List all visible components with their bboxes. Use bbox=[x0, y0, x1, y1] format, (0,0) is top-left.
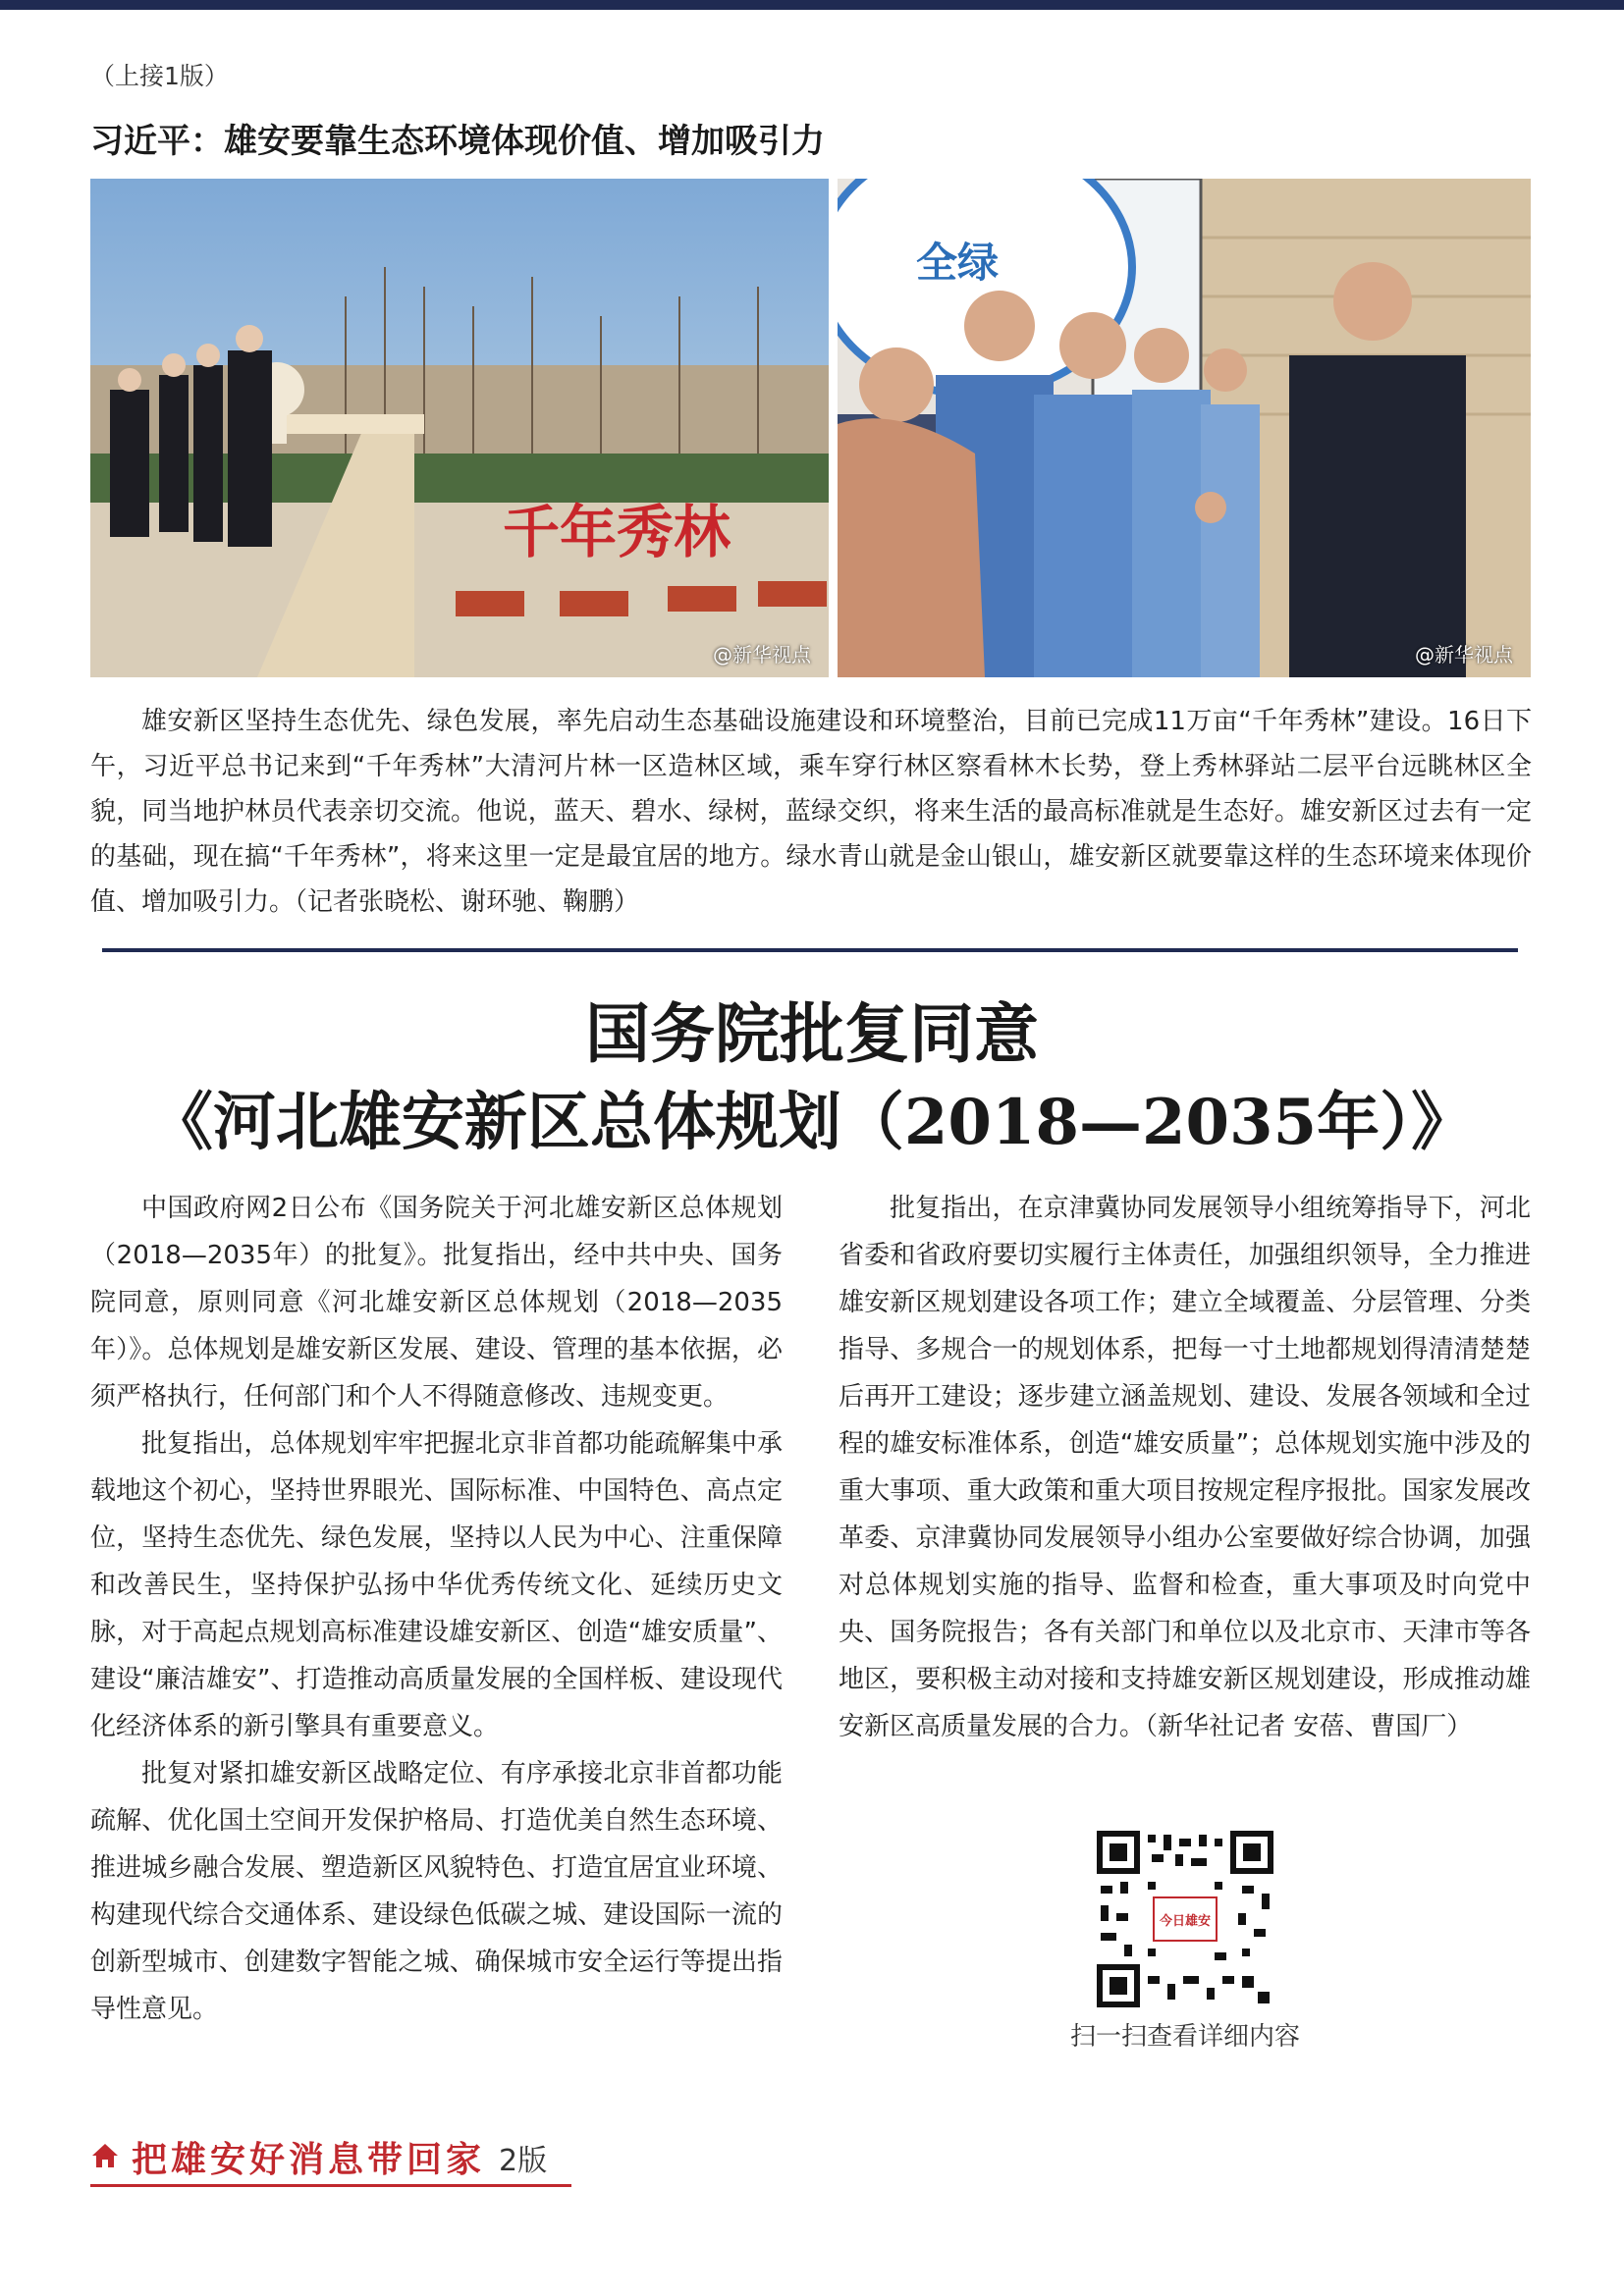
qr-code[interactable] bbox=[1097, 1831, 1273, 2007]
headline: 习近平：雄安要靠生态环境体现价值、增加吸引力 bbox=[90, 122, 825, 161]
body-paragraph: 中国政府网2日公布《国务院关于河北雄安新区总体规划（2018—2035年）的批复》。批复指出，经中共中央、国务院同意，原则同意《河北雄安新区总体规划（2018—2035年）》。总体规划是雄安新区发展、建设、管理的基本依据，必须严格执行，任何部门和个人不得随意修改、违规变更。 bbox=[90, 1194, 783, 1412]
qr-caption: 扫一扫查看详细内容 bbox=[1069, 2022, 1300, 2052]
body-paragraph: 批复指出，总体规划牢牢把握北京非首都功能疏解集中承载地这个初心，坚持世界眼光、国际标准、中国特色、高点定位，坚持生态优先、绿色发展，坚持以人民为中心、注重保障和改善民生，坚持保护弘扬中华优秀传统文化、延续历史文脉，对于高起点规划高标准建设雄安新区、创造“雄安质量”、建设“廉洁雄安”、打造推动高质量发展的全国样板、建设现代化经济体系的新引擎具有重要意义。 bbox=[90, 1429, 783, 1741]
continued-label: （上接1版） bbox=[90, 62, 229, 90]
article-title-line1: 国务院批复同意 bbox=[585, 995, 1039, 1072]
body-paragraph: 批复指出，在京津冀协同发展领导小组统筹指导下，河北省委和省政府要切实履行主体责任，加强组织领导，全力推进雄安新区规划建设各项工作；建立全域覆盖、分层管理、分类指导、多规合一的规划体系，把每一寸土地都规划得清清楚楚后再开工建设；逐步建立涵盖规划、建设、发展各领域和全过程的雄安标准体系，创造“雄安质量”；总体规划实施中涉及的重大事项、重大政策和重大项目按规定程序报批。国家发展改革委、京津冀协同发展领导小组办公室要做好综合协调，加强对总体规划实施的指导、监督和检查，重大事项及时向党中央、国务院报告；各有关部门和单位以及北京市、天津市等各地区，要积极主动对接和支持雄安新区规划建设，形成推动雄安新区高质量发展的合力。（新华社记者 安蓓、曹国厂） bbox=[839, 1194, 1531, 1741]
article-title-line2: 《河北雄安新区总体规划（2018—2035年）》 bbox=[149, 1086, 1475, 1159]
photo-forest-visit bbox=[90, 179, 829, 677]
footer-slogan: 把雄安好消息带回家 bbox=[132, 2139, 486, 2180]
top-navy-bar bbox=[0, 0, 1624, 10]
banner-text: 全绿 bbox=[916, 239, 1000, 287]
qr-center-label: 今日雄安 bbox=[1159, 1914, 1212, 1929]
forest-sign: 千年秀林 bbox=[503, 499, 731, 565]
article-column-left bbox=[90, 1185, 783, 2033]
lead-paragraph: 雄安新区坚持生态优先、绿色发展，率先启动生态基础设施建设和环境整治，目前已完成11万亩“千年秀林”建设。16日下午，习近平总书记来到“千年秀林”大清河片林一区造林区域，乘车穿行林区察看林木长势，登上秀林驿站二层平台远眺林区全貌，同当地护林员代表亲切交流。他说，蓝天、碧水、绿树，蓝绿交织，将来生活的最高标准就是生态好。雄安新区过去有一定的基础，现在搞“千年秀林”，将来这里一定是最宜居的地方。绿水青山就是金山银山，雄安新区就要靠这样的生态环境来体现价值、增加吸引力。（记者张晓松、谢环驰、鞠鹏） bbox=[90, 707, 1532, 917]
photo-handshake bbox=[838, 179, 1531, 677]
photo-watermark: @新华视点 bbox=[1415, 643, 1513, 667]
section-divider bbox=[102, 948, 1518, 952]
body-paragraph: 批复对紧扣雄安新区战略定位、有序承接北京非首都功能疏解、优化国土空间开发保护格局、打造优美自然生态环境、推进城乡融合发展、塑造新区风貌特色、打造宜居宜业环境、构建现代综合交通体系、建设绿色低碳之城、建设国际一流的创新型城市、创建数字智能之城、确保城市安全运行等提出指导性意见。 bbox=[90, 1759, 783, 2024]
home-icon bbox=[90, 2141, 120, 2174]
footer-underline bbox=[90, 2184, 571, 2187]
footer bbox=[90, 2132, 547, 2182]
article-column-right bbox=[839, 1185, 1531, 1750]
photo-watermark: @新华视点 bbox=[713, 643, 811, 667]
page-number: 2版 bbox=[499, 2143, 548, 2178]
